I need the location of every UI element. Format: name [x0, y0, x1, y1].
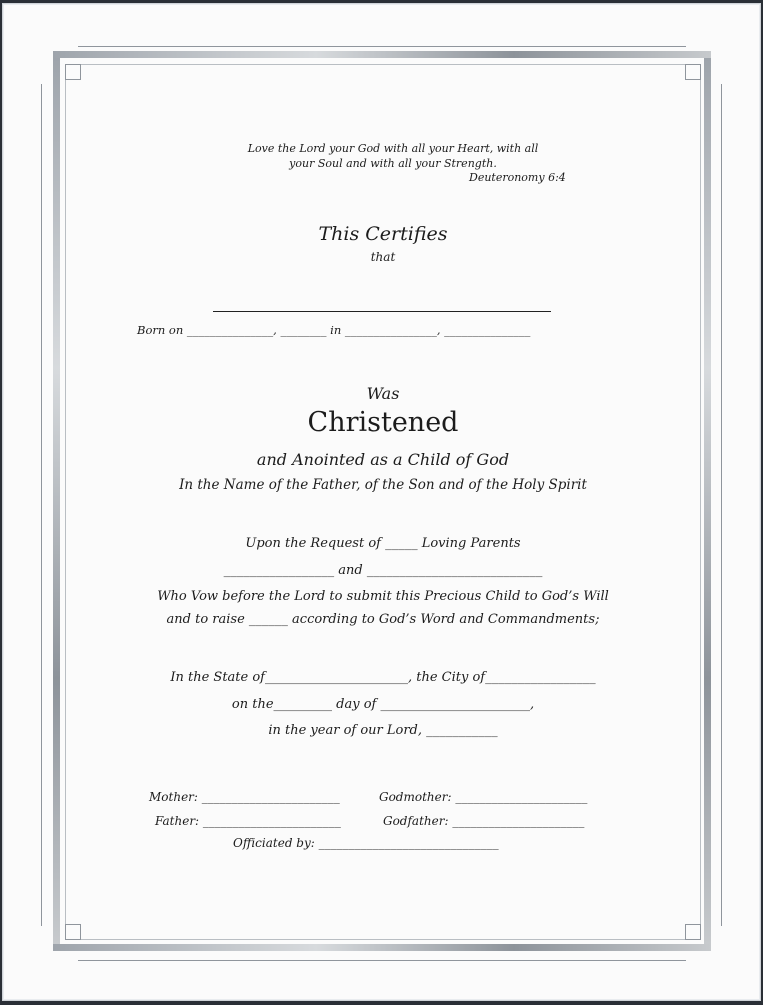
frame-outer-right — [721, 84, 722, 926]
certifies-heading: This Certifies — [318, 223, 448, 245]
frame-band-right — [704, 58, 711, 944]
christened-title: Christened — [307, 407, 459, 438]
frame-outer-top — [78, 46, 686, 47]
frame-outer-left — [41, 84, 42, 926]
frame-band-bottom — [53, 944, 711, 951]
trinity-line: In the Name of the Father, of the Son and of the Holy Spirit — [179, 477, 587, 493]
father-signature: Father: _______________________ — [155, 814, 341, 828]
verse-line-2: your Soul and with all your Strength. — [289, 157, 497, 170]
verse-line-1: Love the Lord your God with all your Heart, with all — [247, 142, 539, 155]
frame-band-left — [53, 58, 60, 944]
parents-line: _________________ and ___________________________ — [223, 563, 543, 578]
anointed-line: and Anointed as a Child of God — [256, 450, 510, 469]
godmother-signature: Godmother: ______________________ — [379, 790, 588, 804]
frame-corner-bottom-right — [685, 924, 701, 940]
frame-corner-top-left — [65, 64, 81, 80]
certificate-page — [2, 3, 761, 1001]
state-city-line: In the State of______________________, the City of_________________ — [170, 670, 596, 685]
officiated-signature: Officiated by: ______________________________ — [233, 836, 499, 850]
frame-corner-top-right — [685, 64, 701, 80]
that-label: that — [370, 250, 396, 264]
godfather-signature: Godfather: ______________________ — [383, 814, 585, 828]
mother-signature: Mother: _______________________ — [149, 790, 340, 804]
verse-reference: Deuteronomy 6:4 — [469, 171, 566, 184]
year-line: in the year of our Lord, ___________ — [268, 723, 498, 738]
born-line: Born on _______________, ________ in ________________, _______________ — [137, 323, 531, 337]
frame-outer-bottom — [78, 960, 686, 961]
child-name-line — [213, 311, 551, 312]
day-line: on the_________ day of _______________________, — [231, 697, 535, 712]
frame-corner-bottom-left — [65, 924, 81, 940]
frame-inner-edge — [65, 64, 701, 940]
vow-line-1: Who Vow before the Lord to submit this Precious Child to God’s Will — [157, 589, 609, 604]
verse — [243, 141, 543, 171]
frame-band-top — [53, 51, 711, 58]
vow-line-2: and to raise ______ according to God’s Word and Commandments; — [166, 612, 600, 627]
request-line: Upon the Request of _____ Loving Parents — [245, 536, 521, 551]
was-label: Was — [366, 384, 400, 403]
